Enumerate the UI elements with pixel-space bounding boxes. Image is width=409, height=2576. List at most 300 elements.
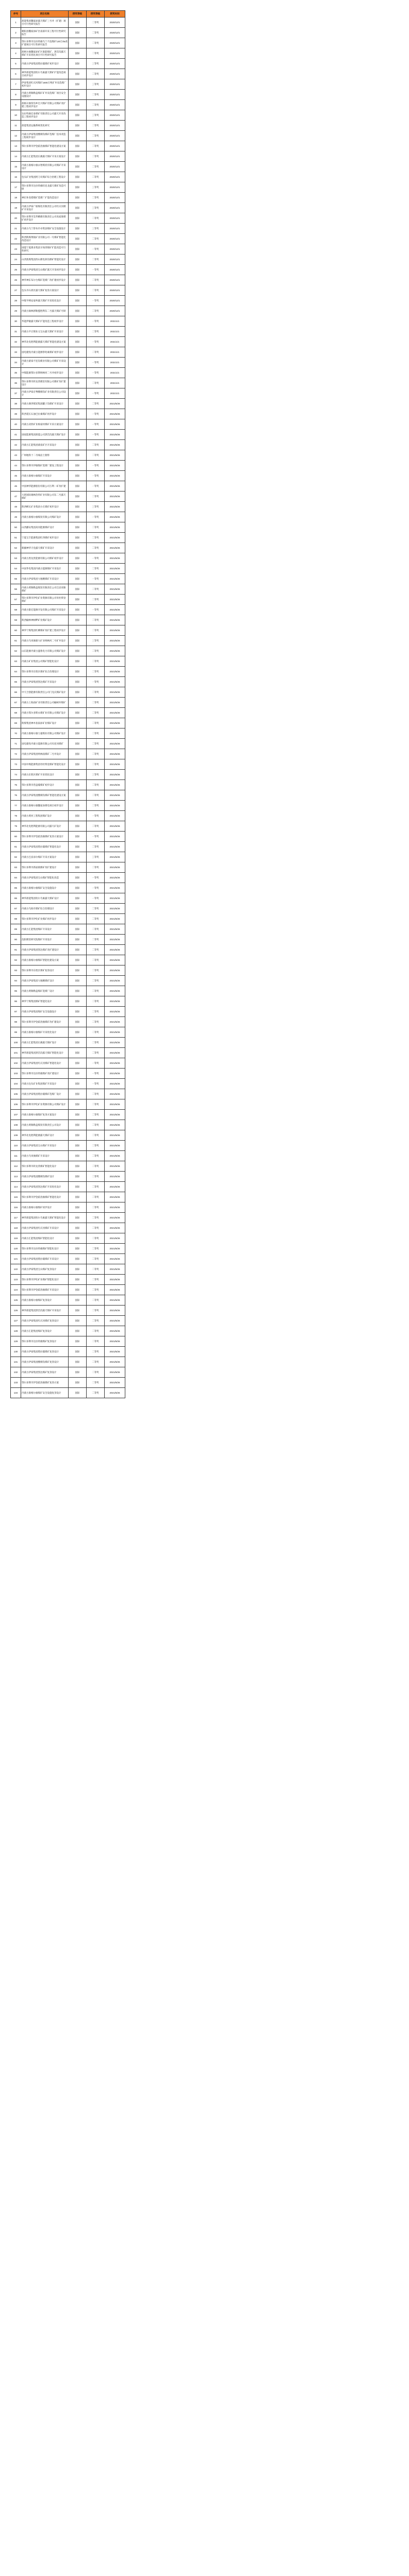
cell-award-date: 2020/12/1 xyxy=(105,151,125,162)
table-row xyxy=(11,1367,125,1378)
cell-award-date: 2021/5/26 xyxy=(105,1347,125,1357)
cell-award-scope: 国际 xyxy=(69,1244,87,1254)
cell-award-level: 三等奖 xyxy=(87,636,105,646)
table-row xyxy=(11,1326,125,1336)
cell-award-date: 2021/5/26 xyxy=(105,749,125,759)
cell-award-scope: 国际 xyxy=(69,172,87,182)
cell-award-scope: 国际 xyxy=(69,1151,87,1161)
cell-award-level: 二等奖 xyxy=(87,1336,105,1347)
cell-index: 107 xyxy=(11,1110,21,1120)
table-row xyxy=(11,1027,125,1038)
cell-index: 122 xyxy=(11,1264,21,1275)
cell-award-scope: 国际 xyxy=(69,1264,87,1275)
cell-index: 101 xyxy=(11,1048,21,1058)
cell-project-name: 伊泰集团红庆河煤矿1500万吨矿井及选煤厂初步设计 xyxy=(21,79,69,90)
cell-award-date: 2021/5/26 xyxy=(105,976,125,986)
table-row xyxy=(11,182,125,193)
table-row xyxy=(11,924,125,935)
cell-index: 20 xyxy=(11,213,21,224)
cell-index: 9 xyxy=(11,100,21,110)
table-row xyxy=(11,38,125,48)
table-row xyxy=(11,996,125,1007)
cell-project-name: 中国中煤能源集团母杜柴登煤矿智能化设计 xyxy=(21,759,69,770)
cell-project-name: 内蒙古伊泰集团凯达煤矿改扩建设计 xyxy=(21,945,69,955)
cell-project-name: 鄂尔多斯市昊华精煤有限责任公司高家梁煤矿初步设计 xyxy=(21,213,69,224)
cell-project-name: 中国华电集团内蒙古能源煤矿开采设计 xyxy=(21,564,69,574)
cell-award-date: 2021/5/26 xyxy=(105,512,125,522)
cell-project-name: 鄂尔多斯市新庙镇煤矿改扩建设计 xyxy=(21,862,69,873)
table-row xyxy=(11,492,125,502)
cell-project-name: 内蒙古黄陶勒盖煤矿矿井及选煤厂项目安全设施设计 xyxy=(21,90,69,100)
table-row xyxy=(11,636,125,646)
cell-award-scope: 国际 xyxy=(69,1172,87,1182)
cell-award-date: 2021/5/26 xyxy=(105,1192,125,1202)
cell-index: 72 xyxy=(11,749,21,759)
cell-award-level: 一等奖 xyxy=(87,368,105,378)
cell-award-scope: 国际 xyxy=(69,543,87,553)
cell-project-name: 神华准能集团哈尔乌素露天煤矿设计 xyxy=(21,893,69,904)
cell-award-level: 二等奖 xyxy=(87,739,105,749)
cell-award-date: 2021/5/26 xyxy=(105,821,125,832)
cell-award-level: 二等奖 xyxy=(87,327,105,337)
table-row xyxy=(11,172,125,182)
table-row xyxy=(11,151,125,162)
cell-project-name: 内蒙古准格尔旗煤矿安全设施设计 xyxy=(21,883,69,893)
cell-project-name: 山东能源内蒙古盛鲁电力有限公司煤矿设计 xyxy=(21,646,69,656)
cell-project-name: 内蒙古准格尔旗魏家峁煤电项目初步设计 xyxy=(21,801,69,811)
cell-award-scope: 国际 xyxy=(69,955,87,965)
cell-index: 110 xyxy=(11,1141,21,1151)
cell-project-name: 内蒙古伊泰集团酸刺沟煤矿复垦设计 xyxy=(21,1357,69,1367)
cell-project-name: 国电建投内蒙古能源有限公司布连河煤矿 xyxy=(21,739,69,749)
cell-index: 126 xyxy=(11,1306,21,1316)
cell-award-date: 2021/1/1 xyxy=(105,378,125,388)
cell-award-scope: 国际 xyxy=(69,461,87,471)
table-row xyxy=(11,801,125,811)
cell-project-name: 陕西陕煤黄陵矿业有限公司一号煤矿智能化改造设计 xyxy=(21,234,69,244)
cell-project-name: 内蒙古伊泰集团塔拉壕煤矿初步设计 xyxy=(21,59,69,69)
cell-award-date: 2021/5/26 xyxy=(105,1151,125,1161)
cell-award-date: 2021/5/26 xyxy=(105,739,125,749)
cell-award-date: 2020/12/1 xyxy=(105,131,125,141)
cell-project-name: 神华北电胜利能源露天煤矿设计 xyxy=(21,1130,69,1141)
cell-award-date: 2021/5/26 xyxy=(105,471,125,481)
table-row xyxy=(11,1141,125,1151)
cell-project-name: 新疆神华天电露天煤矿开采设计 xyxy=(21,543,69,553)
cell-project-name: 内蒙古乌兰察布市卓资县煤矿安全设施设计 xyxy=(21,224,69,234)
cell-award-level: 一等奖 xyxy=(87,337,105,347)
table-row xyxy=(11,790,125,801)
cell-index: 3 xyxy=(11,38,21,48)
cell-index: 119 xyxy=(11,1233,21,1244)
cell-award-level: 二等奖 xyxy=(87,1141,105,1151)
cell-index: 124 xyxy=(11,1285,21,1295)
cell-award-scope: 国际 xyxy=(69,244,87,255)
cell-award-level: 三等奖 xyxy=(87,852,105,862)
cell-award-date: 2021/1/1 xyxy=(105,337,125,347)
cell-award-date: 2021/5/26 xyxy=(105,553,125,564)
cell-award-scope: 国际 xyxy=(69,38,87,48)
cell-project-name: 内蒙古银宏能源开发有限公司煤矿开采设计 xyxy=(21,605,69,615)
cell-award-level: 二等奖 xyxy=(87,306,105,316)
cell-award-date: 2021/5/26 xyxy=(105,924,125,935)
cell-index: 117 xyxy=(11,1213,21,1223)
cell-award-scope: 国际 xyxy=(69,1017,87,1027)
table-row xyxy=(11,1285,125,1295)
table-row xyxy=(11,461,125,471)
cell-award-scope: 国际 xyxy=(69,1110,87,1120)
cell-project-name: 鄂尔多斯市达拉特旗煤矿智能化设计 xyxy=(21,1244,69,1254)
cell-index: 37 xyxy=(11,388,21,399)
cell-award-scope: 国际 xyxy=(69,100,87,110)
cell-award-level: 二等奖 xyxy=(87,100,105,110)
cell-index: 45 xyxy=(11,471,21,481)
cell-award-date: 2021/5/26 xyxy=(105,945,125,955)
cell-award-scope: 国际 xyxy=(69,59,87,69)
cell-index: 115 xyxy=(11,1192,21,1202)
cell-award-date: 2021/5/26 xyxy=(105,461,125,471)
cell-award-date: 2021/5/26 xyxy=(105,904,125,914)
cell-award-level: 一等奖 xyxy=(87,677,105,687)
cell-award-level: 三等奖 xyxy=(87,203,105,213)
cell-award-level: 二等奖 xyxy=(87,90,105,100)
cell-project-name: 内蒙古伊泰集团大地精煤矿开采设计 xyxy=(21,574,69,584)
cell-award-scope: 国际 xyxy=(69,553,87,564)
cell-index: 87 xyxy=(11,904,21,914)
cell-award-level: 二等奖 xyxy=(87,18,105,28)
cell-award-level: 二等奖 xyxy=(87,935,105,945)
cell-index: 129 xyxy=(11,1336,21,1347)
cell-index: 133 xyxy=(11,1378,21,1388)
cell-project-name: 内蒙古乌审旗蒙大矿业纳林河二号矿井设计 xyxy=(21,636,69,646)
cell-index: 86 xyxy=(11,893,21,904)
table-row xyxy=(11,1316,125,1326)
cell-award-scope: 国际 xyxy=(69,1378,87,1388)
cell-award-scope: 国际 xyxy=(69,1295,87,1306)
table-row xyxy=(11,595,125,605)
cell-award-date: 2021/5/26 xyxy=(105,1172,125,1182)
cell-award-date: 2021/1/1 xyxy=(105,327,125,337)
cell-index: 92 xyxy=(11,955,21,965)
cell-project-name: 神东补连塔煤矿选煤厂扩能改造设计 xyxy=(21,193,69,203)
cell-award-scope: 国际 xyxy=(69,296,87,306)
cell-project-name: 鄂尔多斯市伊金霍洛旗煤矿智能化建设方案 xyxy=(21,141,69,151)
cell-award-level: 二等奖 xyxy=(87,996,105,1007)
cell-award-date: 2021/5/26 xyxy=(105,1099,125,1110)
cell-award-level: 二等奖 xyxy=(87,1264,105,1275)
cell-index: 131 xyxy=(11,1357,21,1367)
cell-index: 31 xyxy=(11,327,21,337)
cell-award-level: 二等奖 xyxy=(87,842,105,852)
cell-project-name: 中国神华能源股份有限公司万利一矿改扩建 xyxy=(21,481,69,492)
cell-index: 61 xyxy=(11,636,21,646)
cell-award-date: 2021/5/26 xyxy=(105,770,125,780)
cell-award-level: 二等奖 xyxy=(87,1357,105,1367)
table-row xyxy=(11,244,125,255)
cell-project-name: 内蒙古伊泰集团红庆河煤矿复垦设计 xyxy=(21,1316,69,1326)
cell-award-date: 2021/5/26 xyxy=(105,1254,125,1264)
cell-award-date: 2020/12/1 xyxy=(105,18,125,28)
cell-award-date: 2021/5/26 xyxy=(105,492,125,502)
table-row xyxy=(11,450,125,461)
cell-award-date: 2020/12/1 xyxy=(105,296,125,306)
cell-project-name: 内蒙古满世煤炭集团罐子沟煤矿开采设计 xyxy=(21,399,69,409)
table-row xyxy=(11,255,125,265)
cell-index: 22 xyxy=(11,234,21,244)
cell-award-date: 2020/12/1 xyxy=(105,234,125,244)
cell-index: 35 xyxy=(11,368,21,378)
cell-award-level: 二等奖 xyxy=(87,615,105,625)
cell-project-name: 内蒙古鄂尔多斯永煤矿业有限公司煤矿设计 xyxy=(21,708,69,718)
cell-award-scope: 国际 xyxy=(69,1223,87,1233)
cell-award-scope: 国际 xyxy=(69,852,87,862)
cell-project-name: 内蒙古黑龙贵能源有限公司煤矿初步设计 xyxy=(21,553,69,564)
cell-project-name: 内蒙古汇能集团煤矿智能化设计 xyxy=(21,1233,69,1244)
cell-award-scope: 国际 xyxy=(69,224,87,234)
cell-award-scope: 国际 xyxy=(69,914,87,924)
cell-index: 14 xyxy=(11,151,21,162)
cell-index: 112 xyxy=(11,1161,21,1172)
cell-project-name: 内蒙古黄陶勒盖煤炭有限责任公司设计 xyxy=(21,1120,69,1130)
table-row xyxy=(11,1089,125,1099)
cell-index: 38 xyxy=(11,399,21,409)
table-row xyxy=(11,883,125,893)
table-row xyxy=(11,1295,125,1306)
cell-award-level: 三等奖 xyxy=(87,770,105,780)
cell-project-name: 神华准能集团黑岱沟露天煤矿智能化设计 xyxy=(21,1048,69,1058)
cell-index: 58 xyxy=(11,605,21,615)
cell-award-scope: 国际 xyxy=(69,1357,87,1367)
cell-award-level: 二等奖 xyxy=(87,275,105,285)
cell-award-scope: 国际 xyxy=(69,1306,87,1316)
cell-index: 104 xyxy=(11,1079,21,1089)
table-row xyxy=(11,296,125,306)
table-row xyxy=(11,1264,125,1275)
cell-index: 83 xyxy=(11,862,21,873)
table-row xyxy=(11,203,125,213)
cell-index: 78 xyxy=(11,811,21,821)
cell-project-name: 内蒙古伊泰集团宝山煤矿智能化改造 xyxy=(21,873,69,883)
cell-award-level: 三等奖 xyxy=(87,182,105,193)
cell-award-level: 二等奖 xyxy=(87,1233,105,1244)
cell-award-date: 2020/12/1 xyxy=(105,141,125,151)
table-row xyxy=(11,728,125,739)
cell-award-scope: 国际 xyxy=(69,1038,87,1048)
cell-award-date: 2021/5/26 xyxy=(105,708,125,718)
cell-award-scope: 国际 xyxy=(69,522,87,533)
cell-award-scope: 国际 xyxy=(69,904,87,914)
cell-project-name: 鄂尔多斯市伊金霍洛旗煤矿开采设计 xyxy=(21,1285,69,1295)
cell-award-level: 二等奖 xyxy=(87,646,105,656)
cell-award-date: 2020/12/1 xyxy=(105,38,125,48)
cell-award-level: 二等奖 xyxy=(87,945,105,955)
cell-award-level: 二等奖 xyxy=(87,1192,105,1202)
cell-award-date: 2021/5/26 xyxy=(105,790,125,801)
cell-award-date: 2021/5/26 xyxy=(105,1058,125,1069)
cell-index: 27 xyxy=(11,285,21,296)
cell-project-name: 中煤能源鄂尔多斯纳林河二号井初步设计 xyxy=(21,368,69,378)
table-row xyxy=(11,430,125,440)
cell-award-scope: 国际 xyxy=(69,842,87,852)
cell-index: 18 xyxy=(11,193,21,203)
cell-award-scope: 国际 xyxy=(69,605,87,615)
cell-index: 23 xyxy=(11,244,21,255)
cell-award-scope: 国际 xyxy=(69,646,87,656)
cell-index: 60 xyxy=(11,625,21,636)
cell-project-name: 宁夏宝丰能源集团红四煤矿初步设计 xyxy=(21,533,69,543)
cell-award-scope: 国际 xyxy=(69,203,87,213)
cell-index: 77 xyxy=(11,801,21,811)
cell-index: 99 xyxy=(11,1027,21,1038)
table-row xyxy=(11,141,125,151)
cell-project-name: 鄂尔多斯市伊金霍洛旗煤矿复垦方案 xyxy=(21,1378,69,1388)
cell-project-name: 鄂尔多斯市转龙湾煤矿智能化设计 xyxy=(21,1161,69,1172)
cell-project-name: 内蒙古伊泰广联煤化有限责任公司红庆河煤矿开采设计 xyxy=(21,203,69,213)
cell-project-name: 神华神东布尔台煤矿选煤厂改扩建初步设计 xyxy=(21,275,69,285)
cell-project-name: 包头市石拐区露天煤矿复垦方案设计 xyxy=(21,285,69,296)
cell-award-level: 一等奖 xyxy=(87,481,105,492)
cell-project-name: 鄂尔多斯市伊旗煤矿选煤厂建设工程设计 xyxy=(21,461,69,471)
cell-award-scope: 国际 xyxy=(69,275,87,285)
cell-award-date: 2021/5/26 xyxy=(105,625,125,636)
cell-award-date: 2021/5/26 xyxy=(105,955,125,965)
cell-index: 71 xyxy=(11,739,21,749)
cell-award-level: 一等奖 xyxy=(87,811,105,821)
cell-project-name: 内蒙古伊泰集团酸刺沟煤矿选煤厂技术改造工程初步设计 xyxy=(21,131,69,141)
cell-project-name: 内蒙古东胜区煤矿开采优化设计 xyxy=(21,770,69,780)
cell-project-name: 内蒙古准格尔旗煤炭有限公司煤矿设计 xyxy=(21,512,69,522)
cell-award-date: 2020/12/1 xyxy=(105,59,125,69)
cell-award-level: 二等奖 xyxy=(87,1182,105,1192)
table-row xyxy=(11,955,125,965)
cell-index: 118 xyxy=(11,1223,21,1233)
cell-award-date: 2021/5/26 xyxy=(105,801,125,811)
cell-award-level: 二等奖 xyxy=(87,1326,105,1336)
cell-index: 68 xyxy=(11,708,21,718)
cell-index: 5 xyxy=(11,59,21,69)
cell-award-date: 2021/5/26 xyxy=(105,1264,125,1275)
cell-award-scope: 国际 xyxy=(69,924,87,935)
cell-index: 85 xyxy=(11,883,21,893)
cell-project-name: 神华准能集团黑岱沟露天煤矿开采设计 xyxy=(21,1306,69,1316)
cell-award-level: 二等奖 xyxy=(87,543,105,553)
cell-award-date: 2021/5/26 xyxy=(105,842,125,852)
cell-project-name: 内蒙古乌审旗煤矿开采设计 xyxy=(21,1151,69,1161)
cell-award-level: 二等奖 xyxy=(87,450,105,461)
cell-award-date: 2021/5/26 xyxy=(105,718,125,728)
cell-project-name: 山西焦煤集团西山煤电斜沟煤矿智能化设计 xyxy=(21,255,69,265)
cell-award-scope: 国际 xyxy=(69,1161,87,1172)
cell-award-level: 三等奖 xyxy=(87,502,105,512)
cell-award-level: 二等奖 xyxy=(87,1151,105,1161)
cell-award-level: 二等奖 xyxy=(87,1007,105,1017)
cell-award-level: 二等奖 xyxy=(87,1254,105,1264)
cell-award-level: 二等奖 xyxy=(87,213,105,224)
cell-award-date: 2021/5/26 xyxy=(105,605,125,615)
cell-award-level: 二等奖 xyxy=(87,914,105,924)
cell-project-name: 准能集团运输系统优化研究 xyxy=(21,121,69,131)
table-row xyxy=(11,1223,125,1233)
cell-award-scope: 国际 xyxy=(69,821,87,832)
cell-award-date: 2021/5/26 xyxy=(105,1027,125,1038)
cell-award-level: 二等奖 xyxy=(87,162,105,172)
cell-award-level: 二等奖 xyxy=(87,1161,105,1172)
table-row xyxy=(11,327,125,337)
table-row xyxy=(11,378,125,388)
cell-index: 24 xyxy=(11,255,21,265)
cell-award-scope: 国际 xyxy=(69,141,87,151)
cell-award-scope: 国际 xyxy=(69,131,87,141)
cell-award-level: 二等奖 xyxy=(87,625,105,636)
cell-project-name: 内蒙古准格尔旗煤矿复垦方案设计 xyxy=(21,1110,69,1120)
cell-award-level: 二等奖 xyxy=(87,522,105,533)
cell-award-date: 2020/12/1 xyxy=(105,193,125,203)
cell-award-level: 二等奖 xyxy=(87,1130,105,1141)
cell-award-scope: 国际 xyxy=(69,1275,87,1285)
cell-award-level: 二等奖 xyxy=(87,1213,105,1223)
cell-award-date: 2021/5/26 xyxy=(105,430,125,440)
cell-index: 42 xyxy=(11,440,21,450)
cell-award-scope: 国际 xyxy=(69,687,87,698)
cell-index: 44 xyxy=(11,461,21,471)
cell-award-scope: 国际 xyxy=(69,615,87,625)
cell-award-level: 二等奖 xyxy=(87,1099,105,1110)
cell-award-date: 2020/12/1 xyxy=(105,265,125,275)
cell-award-scope: 国际 xyxy=(69,770,87,780)
cell-award-scope: 国际 xyxy=(69,749,87,759)
cell-index: 106 xyxy=(11,1099,21,1110)
cell-award-date: 2021/5/26 xyxy=(105,574,125,584)
cell-award-level: 三等奖 xyxy=(87,110,105,121)
cell-award-level: 一等奖 xyxy=(87,265,105,275)
cell-project-name: 内蒙古伊泰京粤酸刺沟矿业有限责任公司设计 xyxy=(21,388,69,399)
cell-index: 7 xyxy=(11,79,21,90)
award-table-container xyxy=(10,10,125,1398)
cell-project-name: 内蒙古准格尔旗煤矿开采优化设计 xyxy=(21,1027,69,1038)
cell-award-level: 二等奖 xyxy=(87,131,105,141)
cell-index: 84 xyxy=(11,873,21,883)
cell-award-date: 2021/5/26 xyxy=(105,893,125,904)
cell-award-level: 二等奖 xyxy=(87,399,105,409)
cell-index: 21 xyxy=(11,224,21,234)
cell-index: 25 xyxy=(11,265,21,275)
cell-award-scope: 国际 xyxy=(69,399,87,409)
cell-project-name: 内蒙古黄河工程集团煤矿设计 xyxy=(21,811,69,821)
table-row xyxy=(11,224,125,234)
cell-award-level: 二等奖 xyxy=(87,595,105,605)
table-row xyxy=(11,821,125,832)
cell-project-name: 神华准能集团哈尔乌素露天煤矿扩能改造项目初步设计 xyxy=(21,69,69,79)
cell-index: 57 xyxy=(11,595,21,605)
cell-award-date: 2021/5/26 xyxy=(105,1069,125,1079)
cell-award-date: 2021/5/26 xyxy=(105,399,125,409)
cell-index: 32 xyxy=(11,337,21,347)
cell-index: 94 xyxy=(11,976,21,986)
table-row xyxy=(11,1038,125,1048)
table-row xyxy=(11,28,125,38)
cell-award-date: 2020/12/1 xyxy=(105,224,125,234)
cell-index: 50 xyxy=(11,522,21,533)
cell-award-date: 2020/12/1 xyxy=(105,213,125,224)
cell-award-date: 2021/5/26 xyxy=(105,1336,125,1347)
cell-project-name: 内蒙古双欣矿业杨家村煤矿开采方案设计 xyxy=(21,419,69,430)
cell-award-date: 2020/12/1 xyxy=(105,121,125,131)
cell-index: 74 xyxy=(11,770,21,780)
cell-award-date: 2021/5/26 xyxy=(105,852,125,862)
cell-index: 121 xyxy=(11,1254,21,1264)
table-row xyxy=(11,1357,125,1367)
cell-award-level: 二等奖 xyxy=(87,1017,105,1027)
